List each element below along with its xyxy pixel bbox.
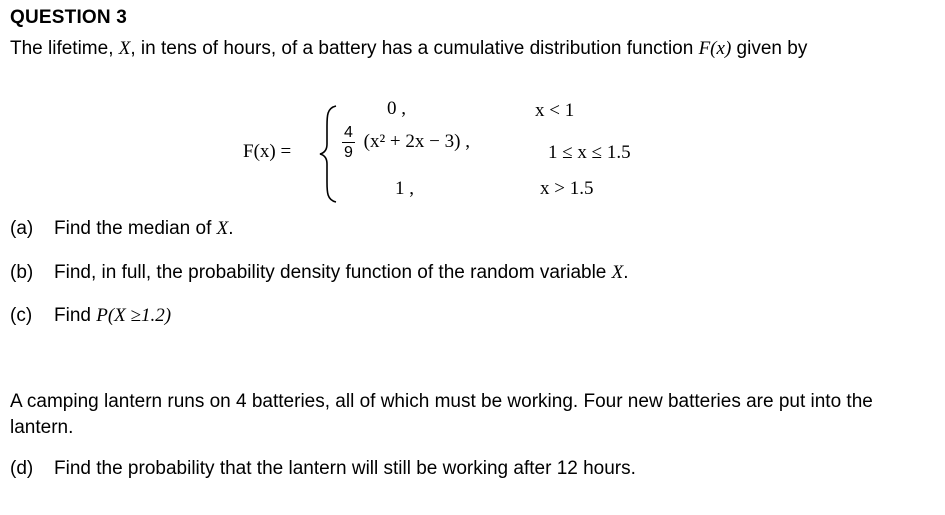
part-d-label: (d): [10, 458, 34, 479]
intro-var-x: X: [118, 38, 131, 59]
part-a: [10, 218, 234, 240]
case-3-condition: x > 1.5: [540, 178, 594, 199]
question-intro: [10, 36, 915, 62]
case-2-condition: 1 ≤ x ≤ 1.5: [548, 142, 631, 163]
part-b-math: X: [611, 262, 624, 283]
intro-text-1: The lifetime,: [10, 38, 119, 59]
part-d-text: Find the probability that the lantern will still be working after 12 hours.: [54, 458, 636, 479]
left-brace-icon: [318, 104, 340, 204]
lantern-scenario: A camping lantern runs on 4 batteries, all of which must be working. Four new batteries are put into the lantern.: [10, 391, 873, 438]
fraction-bar: [342, 142, 355, 143]
case-2-coef-numerator: 4: [344, 124, 353, 141]
case-1-expr: 0 ,: [387, 98, 406, 119]
part-c-text: Find: [54, 305, 97, 326]
part-a-label: (a): [10, 218, 34, 239]
case-2-expr-wrap: [342, 124, 470, 161]
intro-fx: F(x): [698, 38, 732, 59]
case-2-coef-denominator: 9: [344, 144, 353, 161]
part-a-end: .: [228, 218, 234, 239]
cdf-lhs: F(x) =: [243, 141, 292, 162]
question-title: QUESTION 3: [10, 7, 128, 28]
intro-text-2: , in tens of hours, of a battery has a cumulative distribution function: [130, 38, 699, 59]
part-a-text: Find the median of: [54, 218, 217, 239]
part-b-end: .: [623, 262, 629, 283]
case-3-expr: 1 ,: [395, 178, 414, 199]
part-c-label: (c): [10, 305, 33, 326]
part-d: [10, 458, 636, 480]
intro-text-3: given by: [731, 38, 808, 59]
part-b: [10, 262, 629, 284]
part-c-math: P(X ≥1.2): [96, 305, 172, 326]
part-b-label: (b): [10, 262, 34, 283]
part-a-math: X: [216, 218, 229, 239]
part-c: [10, 305, 171, 327]
case-2-coefficient: [342, 124, 355, 161]
case-1-condition: x < 1: [535, 100, 575, 121]
case-2-expr: (x² + 2x − 3) ,: [363, 130, 470, 152]
part-b-text: Find, in full, the probability density function of the random variable: [54, 262, 612, 283]
